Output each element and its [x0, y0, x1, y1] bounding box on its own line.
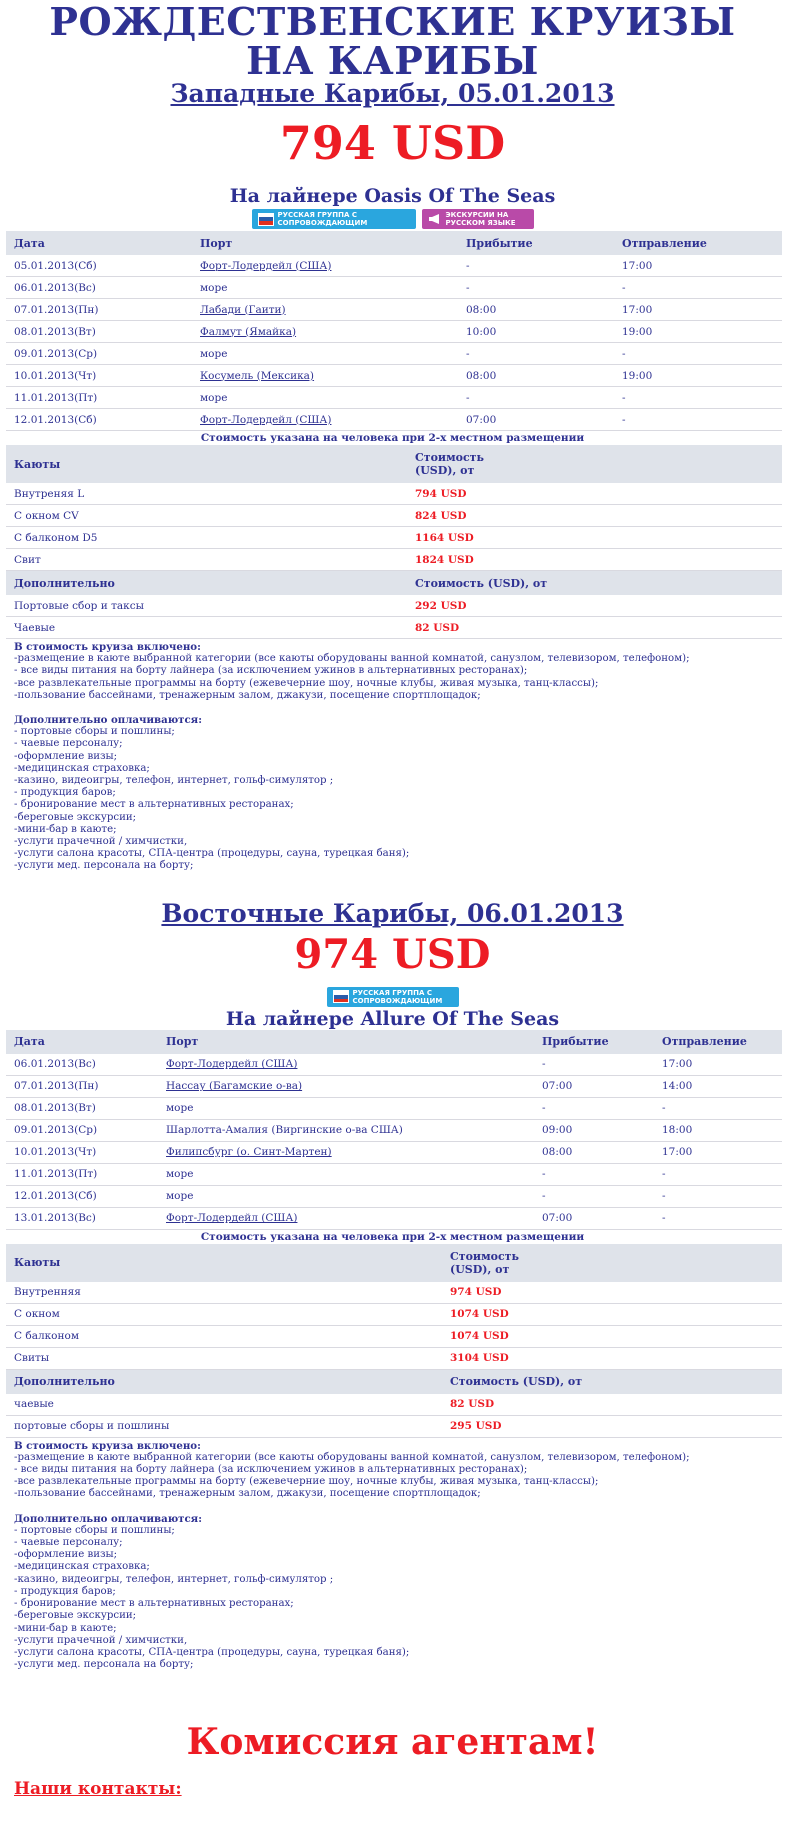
schedule-row: [6, 343, 782, 365]
schedule-departure: 14:00: [654, 1075, 782, 1097]
excursions-badge-label: ЭКСКУРСИИ НА РУССКОМ ЯЗЫКЕ: [445, 211, 516, 227]
col-arrival: Прибытие: [534, 1030, 654, 1054]
cruise1-ship: На лайнере Oasis Of The Seas: [229, 185, 556, 207]
schedule-date: 09.01.2013(Ср): [6, 343, 192, 365]
schedule-row: [6, 409, 782, 431]
russian-group-badge[interactable]: [252, 209, 416, 229]
included-item: - все виды питания на борту лайнера (за исключением ужинов в альтернативных ресторанах);: [14, 1464, 528, 1476]
additional-item: - продукция баров;: [14, 787, 116, 799]
schedule-arrival: 07:00: [534, 1207, 654, 1229]
extra-row: [6, 595, 782, 617]
extras-cost-header: Стоимость (USD), от: [407, 571, 782, 596]
included-item: -все развлекательные программы на борту (ежевечерние шоу, ночные клубы, живая музыка, танц-классы);: [14, 1476, 599, 1488]
schedule-date: 06.01.2013(Вс): [6, 1054, 158, 1076]
included-list: [14, 1452, 785, 1501]
cabin-price: 1824 USD: [407, 549, 782, 571]
cruise2-badges: [0, 987, 785, 1007]
additional-item: -оформление визы;: [14, 750, 118, 762]
schedule-port-cell: [192, 299, 458, 321]
additional-list: [14, 726, 785, 872]
schedule-port-cell: [192, 321, 458, 343]
cabin-row: [6, 1303, 782, 1325]
included-item: - все виды питания на борту лайнера (за исключением ужинов в альтернативных ресторанах);: [14, 665, 528, 677]
schedule-arrival: 09:00: [534, 1119, 654, 1141]
additional-item: -оформление визы;: [14, 1549, 118, 1561]
schedule-port: Шарлотта-Амалия (Виргинские о-ва США): [166, 1124, 403, 1137]
schedule-row: [6, 1097, 782, 1119]
schedule-arrival: -: [534, 1163, 654, 1185]
included-item: -размещение в каюте выбранной категории (все каюты оборудованы ванной комнатой, санузлом, телевизором, телефоном);: [14, 1451, 690, 1463]
extras-header: Дополнительно: [6, 1369, 442, 1394]
cabin-price: 974 USD: [442, 1282, 782, 1304]
schedule-arrival: 08:00: [534, 1141, 654, 1163]
schedule-arrival: -: [534, 1054, 654, 1076]
schedule-date: 09.01.2013(Ср): [6, 1119, 158, 1141]
cruise-eastern-caribbean: [0, 900, 785, 1672]
schedule-port-cell: [158, 1185, 534, 1207]
schedule-port-cell: [158, 1075, 534, 1097]
additional-title: Дополнительно оплачиваются:: [14, 714, 202, 727]
additional-list: [14, 1525, 785, 1671]
additional-item: -медицинская страховка;: [14, 1561, 150, 1573]
cabin-name: Внутреняя L: [6, 483, 407, 505]
additional-item: - продукция баров;: [14, 1585, 116, 1597]
schedule-row: [6, 1119, 782, 1141]
schedule-date: 05.01.2013(Сб): [6, 255, 192, 277]
schedule-port-cell: [192, 409, 458, 431]
col-port: Порт: [158, 1030, 534, 1054]
cabin-row: [6, 483, 782, 505]
schedule-port-cell: [158, 1054, 534, 1076]
cabin-row: [6, 1282, 782, 1304]
schedule-port: море: [166, 1102, 194, 1115]
col-departure: Отправление: [654, 1030, 782, 1054]
col-arrival: Прибытие: [458, 231, 614, 255]
schedule-port: море: [166, 1168, 194, 1181]
additional-item: -услуги мед. персонала на борту;: [14, 860, 194, 872]
contacts-heading[interactable]: Наши контакты:: [14, 1779, 182, 1800]
schedule-arrival: -: [534, 1097, 654, 1119]
additional-item: -услуги салона красоты, СПА-центра (процедуры, сауна, турецкая баня);: [14, 1646, 410, 1658]
schedule-row: [6, 1054, 782, 1076]
included-item: -пользование бассейнами, тренажерным залом, джакузи, посещение спортплощадок;: [14, 1488, 481, 1500]
cabin-price: 3104 USD: [442, 1347, 782, 1369]
extra-price: 82 USD: [442, 1394, 782, 1416]
schedule-departure: 17:00: [654, 1054, 782, 1076]
schedule-row: [6, 1207, 782, 1229]
included-title: В стоимость круиза включено:: [14, 1439, 201, 1452]
schedule-departure: -: [654, 1097, 782, 1119]
schedule-row: [6, 387, 782, 409]
schedule-row: [6, 1075, 782, 1097]
cruise2-schedule-table: [6, 1030, 782, 1230]
schedule-port-link[interactable]: Форт-Лодердейл (США): [166, 1058, 298, 1071]
schedule-departure: 19:00: [614, 365, 782, 387]
header: [0, 0, 785, 83]
cost-header: Стоимость (USD), от: [407, 445, 782, 483]
schedule-departure: -: [654, 1207, 782, 1229]
additional-item: -казино, видеоигры, телефон, интернет, гольф-симулятор ;: [14, 1573, 334, 1585]
schedule-arrival: 08:00: [458, 365, 614, 387]
cabin-name: Свиты: [6, 1347, 442, 1369]
schedule-arrival: -: [534, 1185, 654, 1207]
cabin-name: С балконом D5: [6, 527, 407, 549]
schedule-date: 10.01.2013(Чт): [6, 1141, 158, 1163]
additional-item: -мини-бар в каюте;: [14, 1622, 117, 1634]
cabin-row: [6, 1347, 782, 1369]
cabins-header-row: [6, 1244, 782, 1282]
schedule-date: 08.01.2013(Вт): [6, 1097, 158, 1119]
russian-group-badge-label: РУССКАЯ ГРУППА С СОПРОВОЖДАЮЩИМ: [277, 211, 368, 227]
schedule-departure: -: [654, 1185, 782, 1207]
col-date: Дата: [6, 231, 192, 255]
schedule-port-cell: [158, 1141, 534, 1163]
additional-item: -береговые экскурсии;: [14, 811, 137, 823]
schedule-port: море: [166, 1190, 194, 1203]
excursions-badge[interactable]: [422, 209, 534, 229]
cabin-row: [6, 527, 782, 549]
additional-item: -медицинская страховка;: [14, 762, 150, 774]
cruise1-price: 794 USD: [279, 116, 506, 170]
included-list: [14, 653, 785, 702]
cabin-price: 1074 USD: [442, 1325, 782, 1347]
cruise1-price-note: Стоимость указана на человека при 2-х местном размещении: [200, 432, 585, 444]
schedule-arrival: -: [458, 343, 614, 365]
included-item: -все развлекательные программы на борту (ежевечерние шоу, ночные клубы, живая музыка, танц-классы);: [14, 677, 599, 689]
schedule-row: [6, 299, 782, 321]
schedule-port-cell: [158, 1119, 534, 1141]
schedule-row: [6, 1185, 782, 1207]
schedule-departure: 17:00: [654, 1141, 782, 1163]
schedule-date: 11.01.2013(Пт): [6, 387, 192, 409]
extra-row: [6, 1394, 782, 1416]
schedule-row: [6, 365, 782, 387]
russian-flag-icon: [333, 990, 349, 1003]
cabin-price: 794 USD: [407, 483, 782, 505]
schedule-date: 07.01.2013(Пн): [6, 299, 192, 321]
schedule-port-cell: [158, 1163, 534, 1185]
schedule-port-cell: [192, 387, 458, 409]
schedule-date: 10.01.2013(Чт): [6, 365, 192, 387]
extra-price: 295 USD: [442, 1415, 782, 1437]
cruise1-schedule-table: [6, 231, 782, 431]
schedule-row: [6, 1141, 782, 1163]
cabin-name: С балконом: [6, 1325, 442, 1347]
schedule-arrival: 07:00: [458, 409, 614, 431]
schedule-port-cell: [158, 1097, 534, 1119]
cabin-row: [6, 549, 782, 571]
schedule-departure: -: [614, 387, 782, 409]
additional-item: -береговые экскурсии;: [14, 1610, 137, 1622]
schedule-departure: -: [614, 409, 782, 431]
schedule-port-link[interactable]: Форт-Лодердейл (США): [200, 259, 332, 272]
schedule-departure: -: [614, 343, 782, 365]
schedule-departure: -: [654, 1163, 782, 1185]
megaphone-icon: [428, 214, 442, 224]
additional-item: -казино, видеоигры, телефон, интернет, гольф-симулятор ;: [14, 775, 334, 787]
extras-header: Дополнительно: [6, 571, 407, 596]
extra-name: чаевые: [6, 1394, 442, 1416]
col-departure: Отправление: [614, 231, 782, 255]
cabin-price: 1074 USD: [442, 1303, 782, 1325]
schedule-departure: 18:00: [654, 1119, 782, 1141]
extra-price: 82 USD: [407, 617, 782, 639]
schedule-date: 11.01.2013(Пт): [6, 1163, 158, 1185]
additional-item: -услуги прачечной / химчистки,: [14, 836, 188, 848]
additional-item: -мини-бар в каюте;: [14, 823, 117, 835]
extra-name: Чаевые: [6, 617, 407, 639]
cruise2-subtitle[interactable]: Восточные Карибы, 06.01.2013: [161, 898, 624, 928]
schedule-date: 08.01.2013(Вт): [6, 321, 192, 343]
additional-item: -услуги салона красоты, СПА-центра (процедуры, сауна, турецкая баня);: [14, 848, 410, 860]
cabins-header-row: [6, 445, 782, 483]
additional-item: - бронирование мест в альтернативных ресторанах;: [14, 1598, 294, 1610]
schedule-row: [6, 255, 782, 277]
cabins-header: Каюты: [6, 1244, 442, 1282]
schedule-port: море: [200, 281, 228, 294]
schedule-port-cell: [192, 277, 458, 299]
schedule-arrival: -: [458, 277, 614, 299]
schedule-arrival: -: [458, 255, 614, 277]
main-title-line2: НА КАРИБЫ: [246, 38, 539, 83]
schedule-port-cell: [192, 255, 458, 277]
cabin-price: 1164 USD: [407, 527, 782, 549]
schedule-port-link[interactable]: Косумель (Мексика): [200, 369, 315, 382]
main-title-line1: РОЖДЕСТВЕНСКИЕ КРУИЗЫ: [49, 0, 736, 44]
russian-flag-icon: [258, 213, 274, 226]
schedule-arrival: 10:00: [458, 321, 614, 343]
cruise2-price-table: [6, 1244, 782, 1438]
schedule-date: 07.01.2013(Пн): [6, 1075, 158, 1097]
cabin-name: С окном CV: [6, 505, 407, 527]
schedule-row: [6, 321, 782, 343]
russian-group-badge[interactable]: [327, 987, 459, 1007]
schedule-date: 06.01.2013(Вс): [6, 277, 192, 299]
cruise2-price-note: Стоимость указана на человека при 2-х местном размещении: [200, 1230, 585, 1243]
schedule-port-cell: [192, 343, 458, 365]
schedule-arrival: 08:00: [458, 299, 614, 321]
cabins-header: Каюты: [6, 445, 407, 483]
schedule-port-link[interactable]: Нассау (Багамские о-ва): [166, 1080, 303, 1093]
included-item: -пользование бассейнами, тренажерным залом, джакузи, посещение спортплощадок;: [14, 689, 481, 701]
additional-item: - бронирование мест в альтернативных ресторанах;: [14, 799, 294, 811]
schedule-header-row: [6, 1030, 782, 1054]
cruise2-ship: На лайнере Allure Of The Seas: [225, 1007, 560, 1030]
extras-header-row: [6, 1369, 782, 1394]
extras-cost-header: Стоимость (USD), от: [442, 1369, 782, 1394]
schedule-header-row: [6, 231, 782, 255]
included-item: -размещение в каюте выбранной категории (все каюты оборудованы ванной комнатой, санузлом, телевизором, телефоном);: [14, 653, 690, 665]
cruise1-price-table: [6, 445, 782, 639]
schedule-port-link[interactable]: Форт-Лодердейл (США): [166, 1212, 298, 1225]
additional-item: - портовые сборы и пошлины;: [14, 726, 175, 738]
schedule-date: 12.01.2013(Сб): [6, 409, 192, 431]
extra-price: 292 USD: [407, 595, 782, 617]
schedule-port: море: [200, 347, 228, 360]
schedule-row: [6, 277, 782, 299]
schedule-departure: 19:00: [614, 321, 782, 343]
schedule-departure: -: [614, 277, 782, 299]
extra-name: портовые сборы и пошлины: [6, 1415, 442, 1437]
schedule-date: 12.01.2013(Сб): [6, 1185, 158, 1207]
cruise1-info: [14, 641, 785, 873]
schedule-port-link[interactable]: Лабади (Гаити): [200, 303, 286, 316]
schedule-arrival: 07:00: [534, 1075, 654, 1097]
cabin-name: Свит: [6, 549, 407, 571]
cabin-row: [6, 505, 782, 527]
schedule-port-cell: [158, 1207, 534, 1229]
cruise2-info: [14, 1440, 785, 1672]
footer: [0, 1721, 785, 1799]
schedule-departure: 17:00: [614, 255, 782, 277]
extras-header-row: [6, 571, 782, 596]
cruise2-price: 974 USD: [294, 930, 491, 978]
russian-group-badge-label: РУССКАЯ ГРУППА С СОПРОВОЖДАЮЩИМ: [352, 988, 443, 1005]
cabin-name: Внутренняя: [6, 1282, 442, 1304]
cabin-row: [6, 1325, 782, 1347]
additional-title: Дополнительно оплачиваются:: [14, 1512, 202, 1525]
additional-item: -услуги прачечной / химчистки,: [14, 1634, 188, 1646]
schedule-port-cell: [192, 365, 458, 387]
cruise1-badges: [0, 209, 785, 229]
extra-name: Портовые сбор и таксы: [6, 595, 407, 617]
schedule-date: 13.01.2013(Вс): [6, 1207, 158, 1229]
extra-row: [6, 617, 782, 639]
schedule-row: [6, 1163, 782, 1185]
additional-item: - портовые сборы и пошлины;: [14, 1524, 175, 1536]
cruise1-subtitle[interactable]: Западные Карибы, 05.01.2013: [170, 79, 615, 108]
col-date: Дата: [6, 1030, 158, 1054]
extra-row: [6, 1415, 782, 1437]
cost-header: Стоимость (USD), от: [442, 1244, 782, 1282]
additional-item: -услуги мед. персонала на борту;: [14, 1659, 194, 1671]
additional-item: - чаевые персоналу;: [14, 1537, 123, 1549]
additional-item: - чаевые персоналу;: [14, 738, 123, 750]
main-title: [0, 0, 785, 83]
included-title: В стоимость круиза включено:: [14, 641, 201, 653]
schedule-port-link[interactable]: Фалмут (Ямайка): [200, 325, 297, 338]
schedule-port-link[interactable]: Форт-Лодердейл (США): [200, 413, 332, 426]
cabin-price: 824 USD: [407, 505, 782, 527]
cabin-name: С окном: [6, 1303, 442, 1325]
col-port: Порт: [192, 231, 458, 255]
schedule-departure: 17:00: [614, 299, 782, 321]
commission-heading: Комиссия агентам!: [186, 1721, 599, 1764]
cruise-western-caribbean: [0, 80, 785, 873]
schedule-arrival: -: [458, 387, 614, 409]
schedule-port-link[interactable]: Филипсбург (о. Синт-Мартен): [166, 1146, 332, 1159]
schedule-port: море: [200, 391, 228, 404]
